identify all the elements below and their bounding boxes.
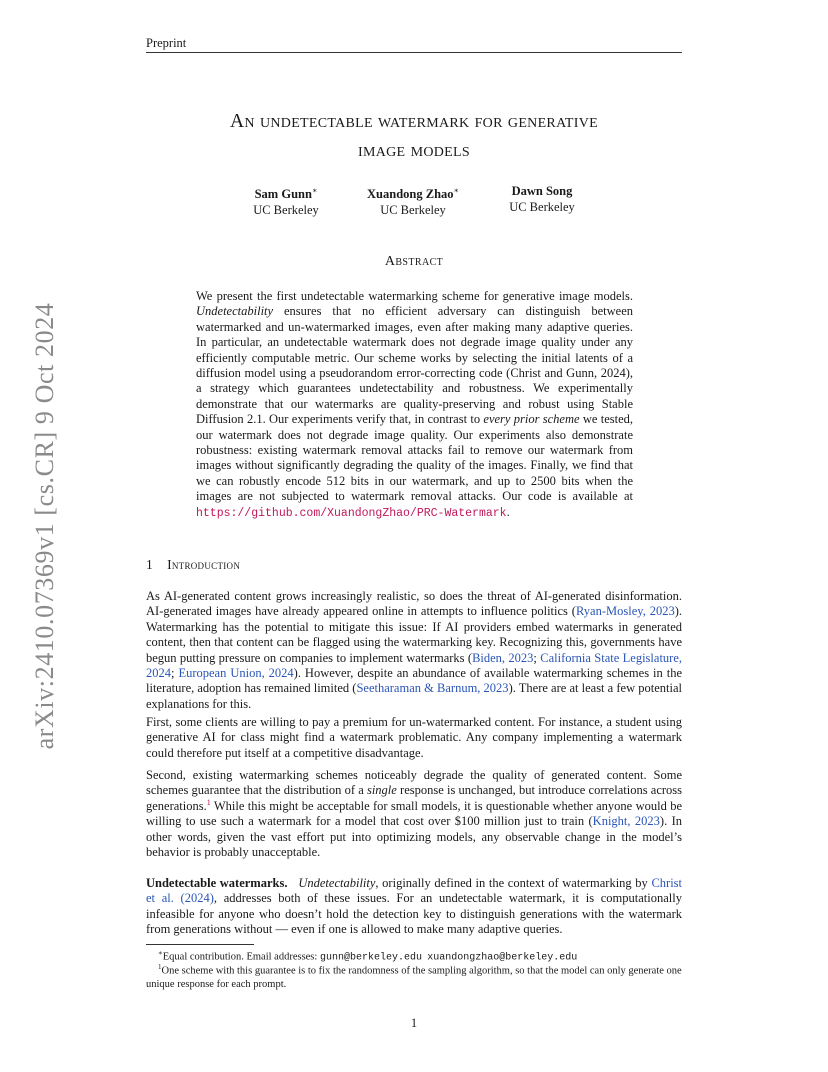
- author-affiliation: UC Berkeley: [380, 203, 446, 218]
- page-number: 1: [410, 1016, 418, 1030]
- author-2: [358, 183, 468, 218]
- text-span: ). Watermarking has the potential to mitigate this issue: If AI providers embed watermarks in generated content, then that content can be flagged using the watermarking key. Recognizing this, governments have begun putting pressure on companies to implement watermarks (: [146, 604, 682, 665]
- text-span: response is unchanged, but introduce correlations across generations.: [146, 783, 683, 813]
- arxiv-identifier: arXiv:2410.07369v1 [cs.CR] 9 Oct 2024: [30, 302, 59, 750]
- code-repository-link[interactable]: https://github.com/XuandongZhao/PRC-Watermark: [196, 506, 507, 520]
- abstract-text: [196, 289, 633, 521]
- arxiv-stamp: [20, 296, 70, 756]
- abstract-span: .: [506, 504, 510, 519]
- text-span: ). However, despite an abundance of available watermarking schemes in the literature, adoption has remained limited (: [146, 666, 682, 696]
- abstract-span: We present the first undetectable watermarking scheme for generative image models.: [196, 289, 633, 303]
- author-name: Dawn Song: [511, 184, 573, 198]
- abstract-emphasis: Undetectability: [196, 304, 274, 319]
- citation-link[interactable]: Biden, 2023: [472, 650, 534, 665]
- citation-link[interactable]: European Union, 2024: [178, 666, 294, 681]
- citation-link[interactable]: Seetharaman & Barnum, 2023: [356, 681, 509, 696]
- footnote-rule: [146, 944, 254, 945]
- equal-contribution-mark: ∗: [453, 186, 459, 195]
- section-number: 1: [146, 557, 154, 572]
- footnote-1: [146, 961, 682, 992]
- undetectable-watermarks-paragraph: [146, 876, 682, 938]
- email-address[interactable]: xuandongzhao@berkeley.edu: [427, 952, 578, 964]
- abstract-heading: Abstract: [384, 254, 444, 269]
- citation-link[interactable]: Ryan-Mosley, 2023: [575, 604, 675, 619]
- section-title: Introduction: [167, 557, 241, 572]
- text-span: ). In other words, given the vast effort put into optimizing models, any observable change in the model’s behavior is probably unacceptable.: [146, 814, 682, 860]
- equal-contribution-mark: ∗: [311, 186, 318, 195]
- paragraph-heading: Undetectable watermarks.: [146, 876, 288, 890]
- footnote-mark: ∗: [158, 949, 163, 957]
- abstract-span: we tested, our watermark does not degrade image quality. Our experiments also demonstrate robustness: existing watermark removal attacks fail to remove our watermark from images without significantly degrading the quality of the images. Finally, we find that we can robustly encode 512 bits in our watermark, and up to 2500 bits when the images are not subjected to watermark removal attacks. Our code is available at: [196, 412, 634, 504]
- footnote-text: Equal contribution. Email addresses:: [162, 951, 320, 963]
- intro-paragraph-3: [146, 768, 682, 860]
- title-line-2: image models: [358, 140, 470, 161]
- citation-link[interactable]: Knight, 2023: [592, 814, 660, 829]
- text-span: While this might be acceptable for small models, it is questionable whether anyone would be willing to use such a watermark for a model that cost over $100 million just to train (: [146, 798, 682, 829]
- footnote-link[interactable]: 1: [206, 797, 211, 807]
- intro-paragraph-1: [146, 589, 682, 712]
- author-affiliation: UC Berkeley: [509, 200, 575, 214]
- paper-title: [146, 107, 682, 165]
- footnote-text: One scheme with this guarantee is to fix the randomness of the sampling algorithm, so that the model can only generate one unique response for each prompt.: [146, 965, 682, 990]
- text-span: Second, existing watermarking schemes noticeably degrade the quality of generated content. Some schemes guarantee that the distribution of a: [146, 768, 682, 798]
- author-1: [246, 183, 326, 218]
- email-address[interactable]: gunn@berkeley.edu: [319, 952, 422, 964]
- author-affiliation: UC Berkeley: [253, 203, 319, 218]
- author-3: [500, 183, 584, 215]
- text-emphasis: single: [366, 783, 397, 798]
- header-rule: [146, 52, 682, 53]
- abstract-span: ensures that no efficient adversary can distinguish between watermarked and un-watermarked images, even after making many adaptive queries. In particular, an undetectable watermark does not degrade image quality under any efficiently computable metric. Our scheme works by selecting the initial latents of a diffusion model using a pseudorandom error-correcting code (Christ and Gunn, 2024), a strategy which guarantees undetectability and robustness. We experimentally demonstrate that our watermarks are quality-preserving and robust using Stable Diffusion 2.1. Our experiments verify that, in contrast to: [196, 304, 633, 427]
- author-name: Xuandong Zhao: [367, 187, 454, 202]
- text-span: ;: [171, 666, 179, 681]
- section-heading: [146, 557, 240, 573]
- text-emphasis: Undetectability: [298, 876, 376, 890]
- citation-link[interactable]: Christ et al. (2024): [146, 876, 683, 906]
- text-span: As AI-generated content grows increasingly realistic, so does the threat of AI-generated disinformation. AI-generated images have already appeared online in attempts to influence politics (: [146, 589, 682, 619]
- footnote-mark: 1: [158, 963, 162, 971]
- text-span: ;: [533, 650, 541, 665]
- abstract-emphasis: every prior scheme: [483, 412, 580, 427]
- intro-paragraph-2: First, some clients are willing to pay a premium for un-watermarked content. For instance, a student using generative AI for class might find a watermark problematic. Any company implementing a watermark could therefore put itself at a competitive disadvantage.: [146, 715, 682, 760]
- citation-link[interactable]: California State Legislature, 2024: [146, 650, 682, 681]
- text-span: ). There are at least a few potential explanations for this.: [146, 681, 682, 711]
- author-name: Sam Gunn: [254, 187, 312, 202]
- title-line-1: An undetectable watermark for generative: [230, 111, 598, 132]
- running-header: Preprint: [146, 36, 187, 50]
- text-span: , addresses both of these issues. For an undetectable watermark, it is computationally infeasible for anyone who doesn’t hold the detection key to distinguish generations with the watermark from generations without — even if one is allowed to make many adaptive queries.: [146, 891, 682, 937]
- text-span: , originally defined in the context of watermarking by: [375, 876, 652, 890]
